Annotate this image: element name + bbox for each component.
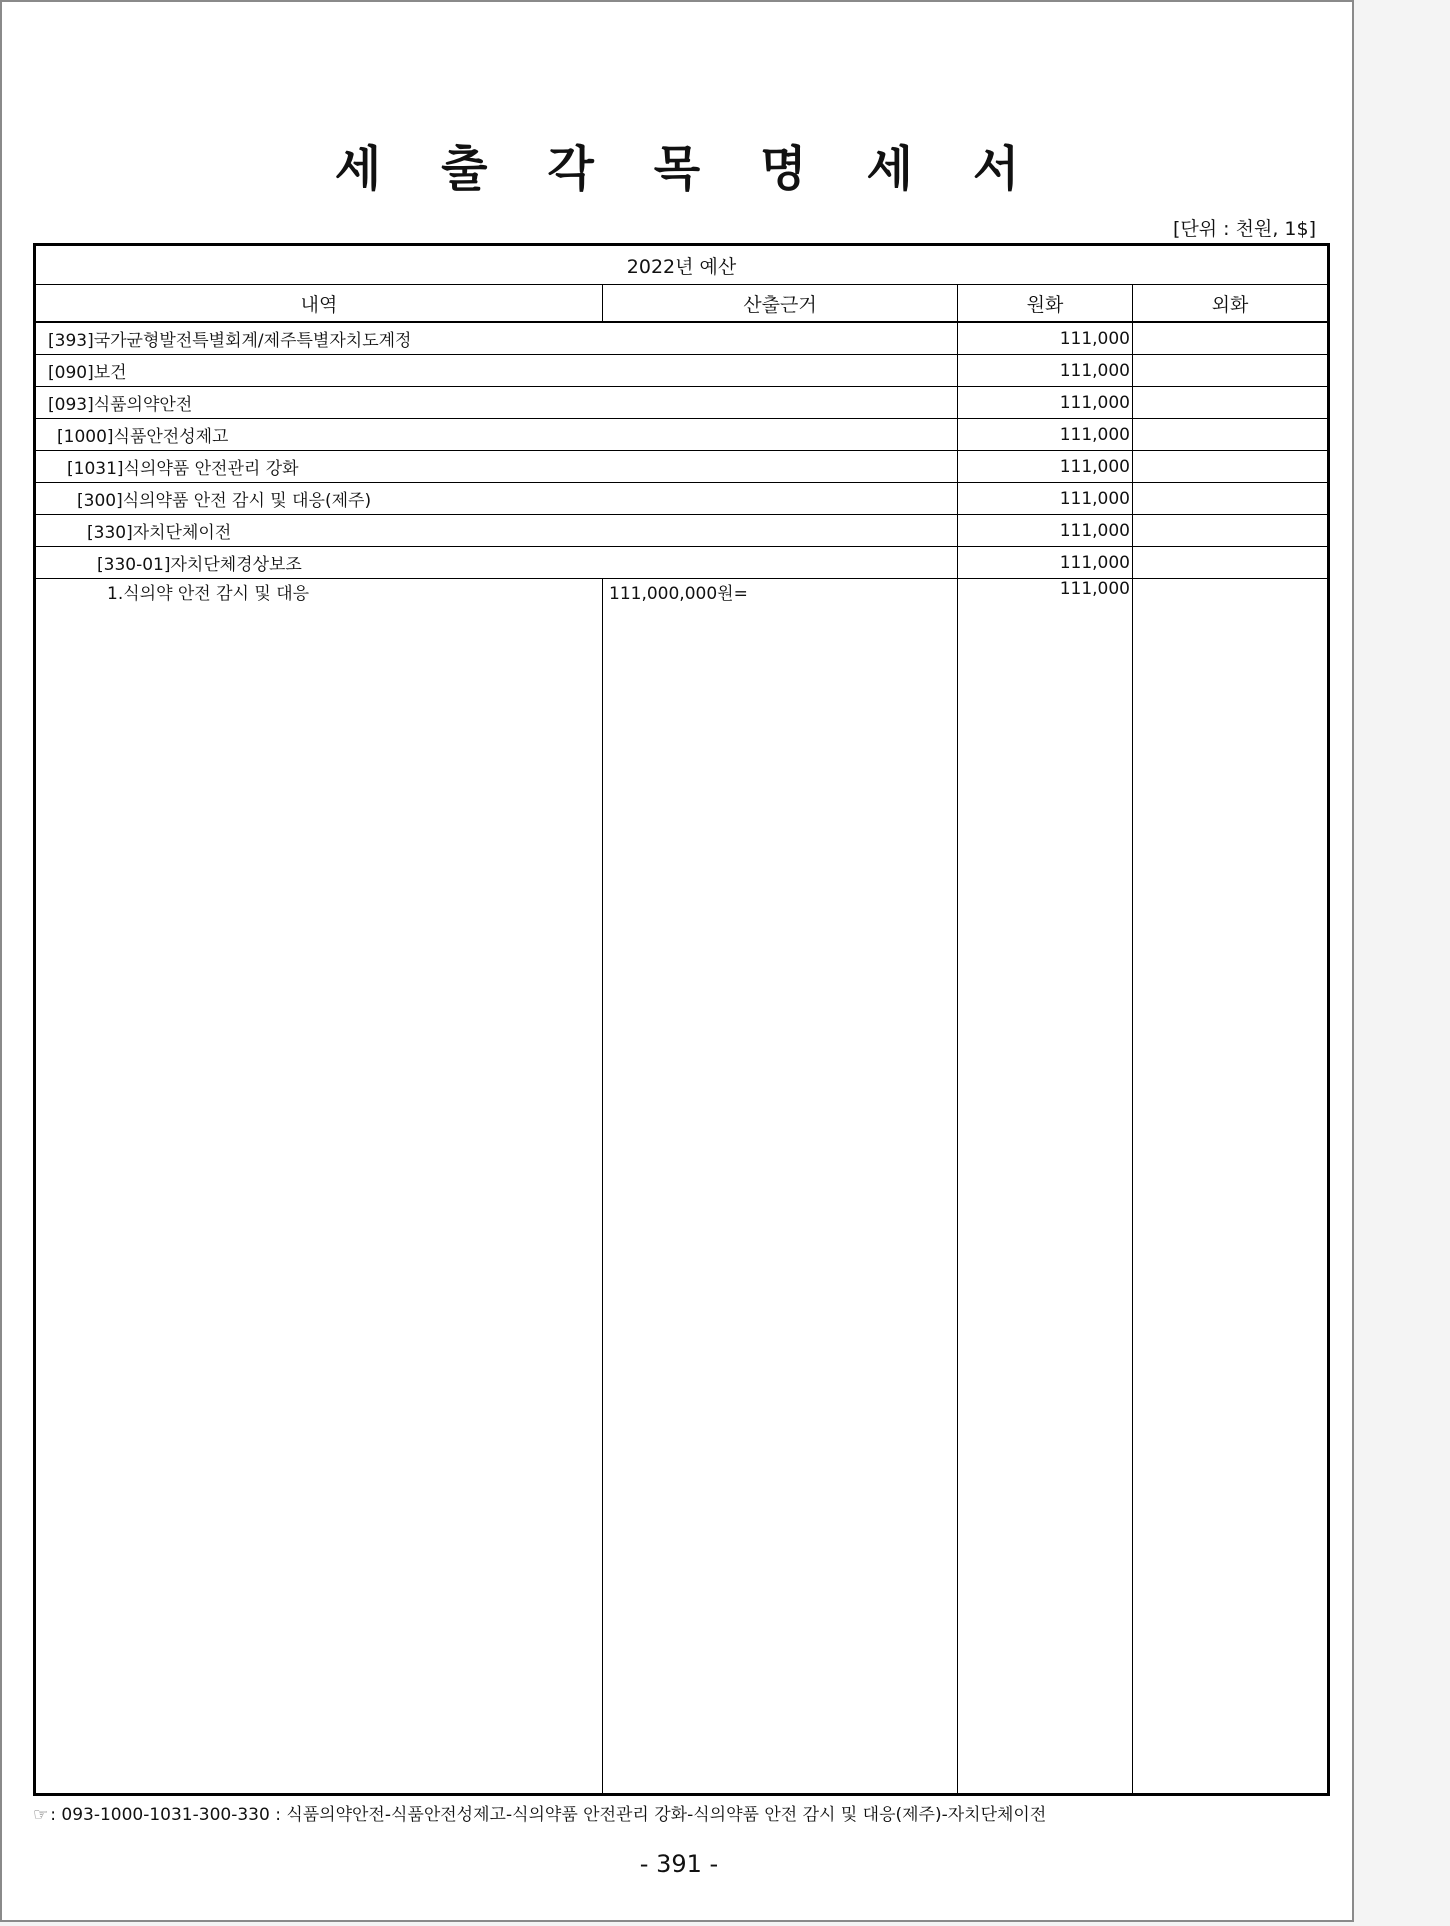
- budget-year-header: 2022년 예산: [35, 245, 1329, 285]
- row-amount: 111,000: [958, 387, 1133, 419]
- row-amount: 111,000: [958, 515, 1133, 547]
- column-header-item: 내역: [35, 285, 603, 323]
- row-item: [093]식품의약안전: [35, 387, 958, 419]
- row-item: [330-01]자치단체경상보조: [35, 547, 958, 579]
- row-amount: 111,000: [958, 322, 1133, 355]
- column-header-basis: 산출근거: [603, 285, 958, 323]
- table-row: [35, 322, 1329, 355]
- table-row: [35, 547, 1329, 579]
- budget-table: [33, 243, 1330, 1796]
- row-foreign: [1133, 419, 1329, 451]
- detail-basis: 111,000,000원=: [603, 579, 958, 1795]
- table-row: [35, 419, 1329, 451]
- row-item: [1000]식품안전성제고: [35, 419, 958, 451]
- row-amount: 111,000: [958, 355, 1133, 387]
- row-foreign: [1133, 322, 1329, 355]
- table-row: [35, 483, 1329, 515]
- footnote-text: : 093-1000-1031-300-330 : 식품의약안전-식품안전성제고-식의약품 안전관리 강화-식의약품 안전 감시 및 대응(제주)-자치단체이전: [50, 1805, 1047, 1825]
- row-amount: 111,000: [958, 451, 1133, 483]
- row-foreign: [1133, 451, 1329, 483]
- row-amount: 111,000: [958, 419, 1133, 451]
- detail-foreign: [1133, 579, 1329, 1795]
- column-header-krw: 원화: [958, 285, 1133, 323]
- row-amount: 111,000: [958, 547, 1133, 579]
- detail-row: [35, 579, 1329, 1795]
- pointing-hand-icon: ☞: [33, 1805, 49, 1825]
- row-item: [1031]식의약품 안전관리 강화: [35, 451, 958, 483]
- page-title: 세출각목명세서: [334, 141, 1080, 197]
- row-item: [330]자치단체이전: [35, 515, 958, 547]
- column-header-foreign: 외화: [1133, 285, 1329, 323]
- table-row: [35, 355, 1329, 387]
- row-item: [090]보건: [35, 355, 958, 387]
- row-foreign: [1133, 355, 1329, 387]
- row-foreign: [1133, 515, 1329, 547]
- footnote: [33, 1800, 1046, 1825]
- row-amount: 111,000: [958, 483, 1133, 515]
- row-item: [393]국가균형발전특별회계/제주특별자치도계정: [35, 322, 958, 355]
- unit-label: [단위 : 천원, 1$]: [1173, 218, 1316, 240]
- detail-amount: 111,000: [958, 579, 1133, 1795]
- row-foreign: [1133, 387, 1329, 419]
- table-row: [35, 515, 1329, 547]
- table-row: [35, 451, 1329, 483]
- table-row: [35, 387, 1329, 419]
- detail-item: 1.식의약 안전 감시 및 대응: [35, 579, 603, 1795]
- row-foreign: [1133, 547, 1329, 579]
- row-item: [300]식의약품 안전 감시 및 대응(제주): [35, 483, 958, 515]
- row-foreign: [1133, 483, 1329, 515]
- page-number: - 391 -: [639, 1850, 719, 1878]
